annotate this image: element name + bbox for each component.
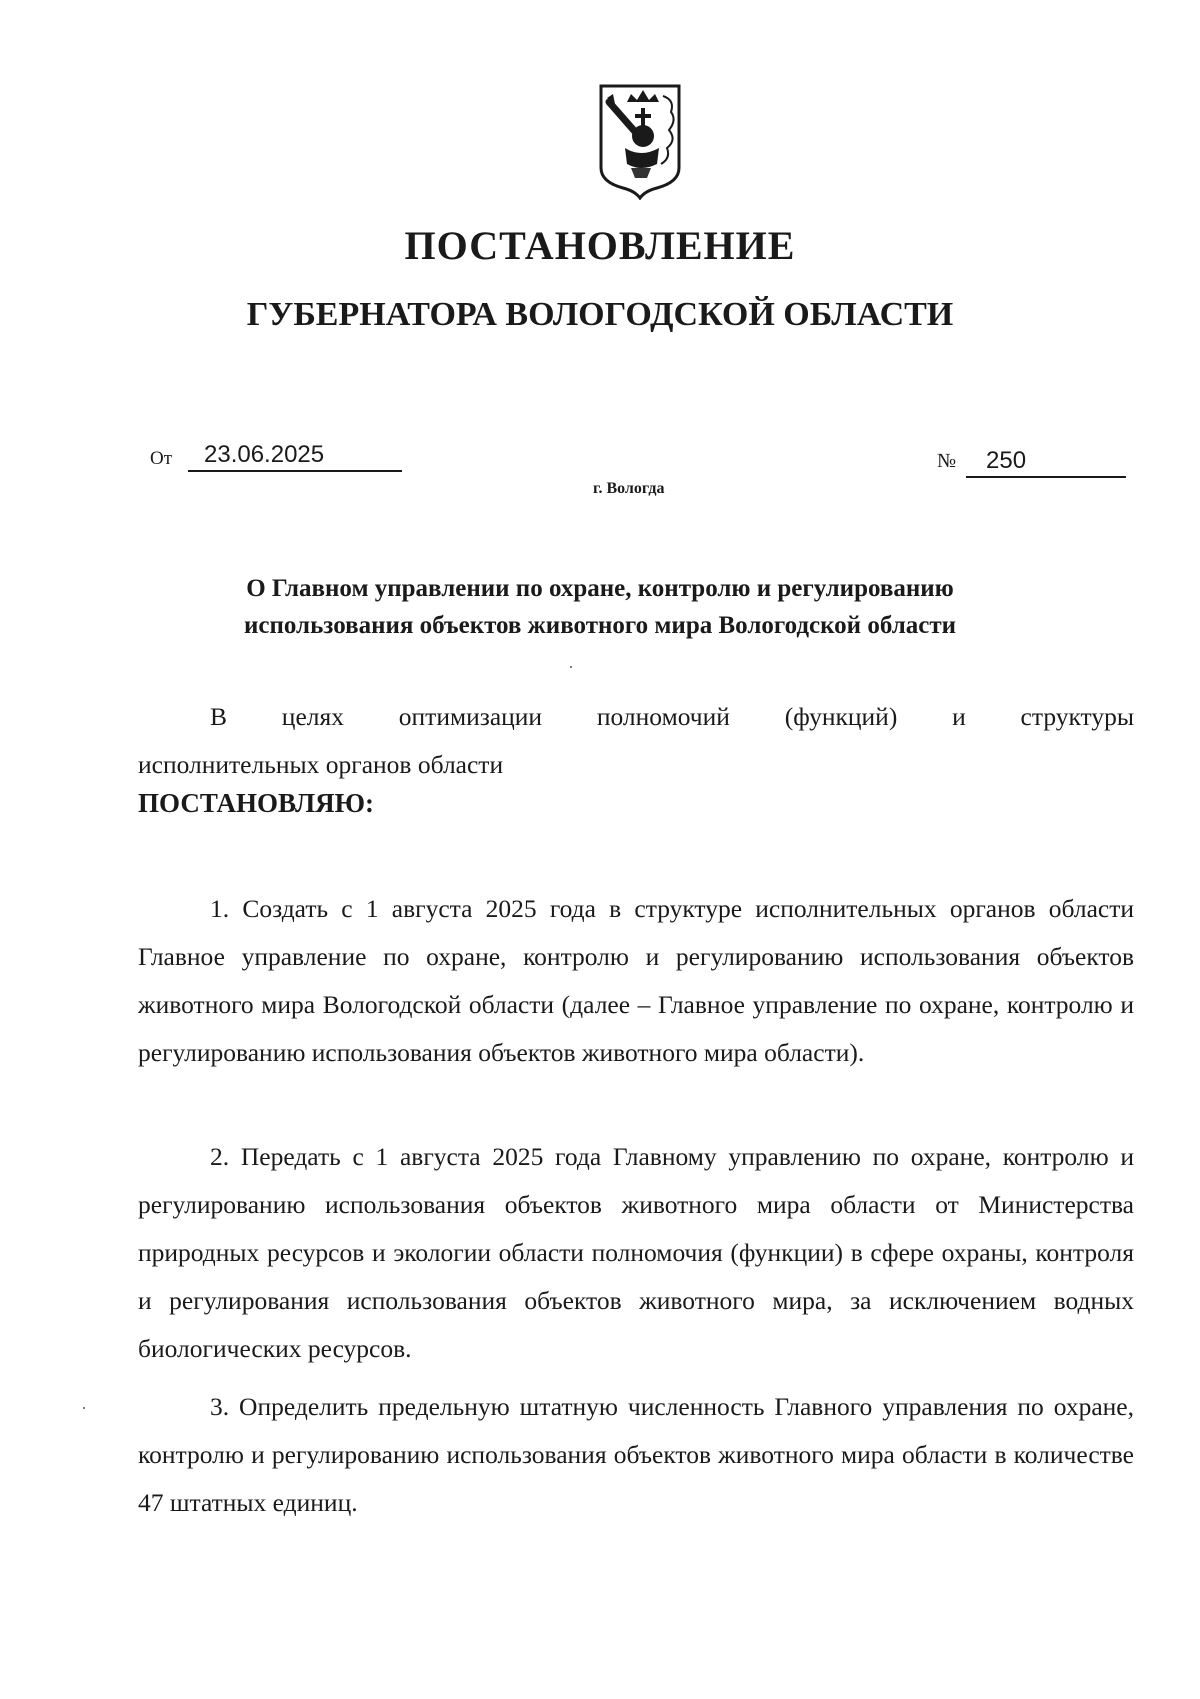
- document-issuer: ГУБЕРНАТОРА ВОЛОГОДСКОЙ ОБЛАСТИ: [246, 296, 954, 333]
- number-sign: №: [937, 450, 957, 472]
- document-city: г. Вологда: [593, 480, 665, 497]
- document-number: 250: [966, 446, 1126, 478]
- resolve-heading: ПОСТАНОВЛЯЮ:: [138, 788, 374, 818]
- clause-2: 2. Передать с 1 августа 2025 года Главному управлению по охране, контролю и регулированию использования объектов животного мира области от Министерства природных ресурсов и экологии области полномочия (функции) в сфере охраны, контроля и регулирования использования объектов животного мира, за исключением водных биологических ресурсов.: [138, 1142, 1134, 1363]
- preamble-paragraph: [138, 693, 1134, 789]
- subject-line-1: О Главном управлении по охране, контролю и регулированию: [246, 575, 954, 602]
- date-prefix: От: [150, 448, 173, 469]
- clause-1: 1. Создать с 1 августа 2025 года в структуре исполнительных органов области Главное управление по охране, контролю и регулированию использования объектов животного мира Вологодской области (далее – Главное управление по охране, контролю и регулированию использования объектов животного мира области).: [138, 894, 1134, 1067]
- document-date: 23.06.2025: [188, 440, 402, 472]
- coat-of-arms-icon: [597, 82, 683, 200]
- scan-speck: [83, 1407, 85, 1409]
- preamble-line-2: исполнительных органов области: [138, 750, 504, 779]
- subject-line-2: использования объектов животного мира Вологодской области: [243, 612, 957, 639]
- scan-speck: [570, 666, 572, 668]
- document-title: ПОСТАНОВЛЕНИЕ: [404, 223, 796, 268]
- preamble-line-1: В целях оптимизации полномочий (функций) и структуры: [210, 702, 1134, 731]
- document-subject: [0, 570, 1200, 644]
- clause-3: 3. Определить предельную штатную численность Главного управления по охране, контролю и регулированию использования объектов животного мира области в количестве 47 штатных единиц.: [138, 1392, 1134, 1517]
